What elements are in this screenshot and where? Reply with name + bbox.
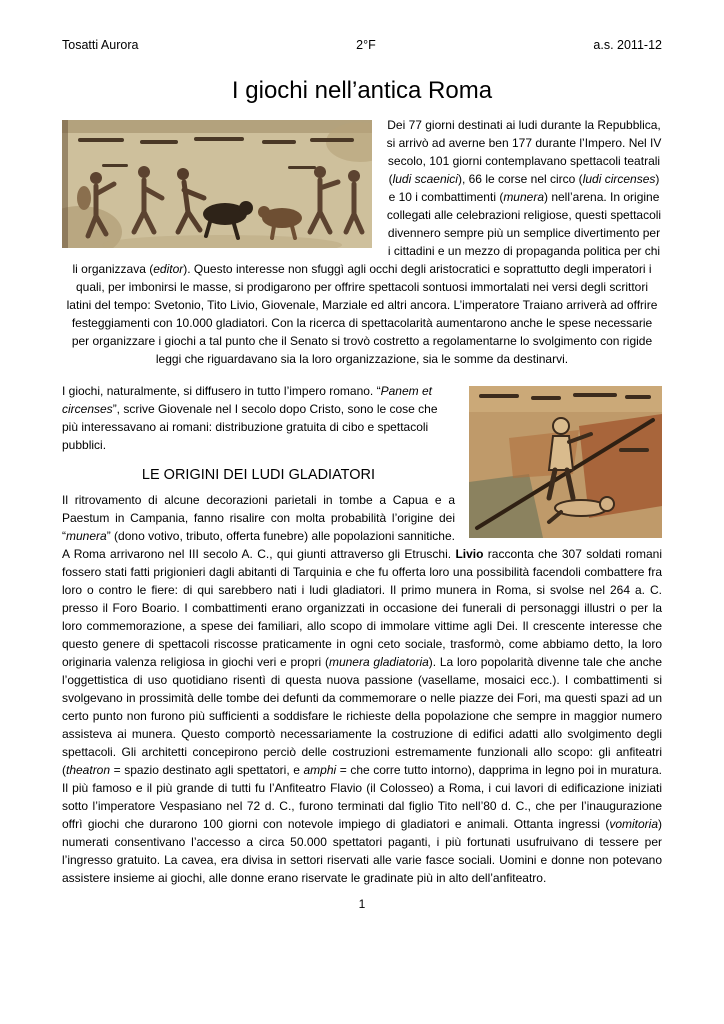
header-class: 2°F xyxy=(356,38,376,52)
origins-paragraph: Il ritrovamento di alcune decorazioni parietali in tombe a Capua e a Paestum in Campania, fanno risalire con molta probabilità l’origine dei “munera” (dono votivo, tributo, offerta funebre) alle popolazioni sannitiche. A Roma arrivarono nel III secolo A. C., qui giunti attraverso gli Etruschi. Livio racconta che 307 soldati romani fossero stati fatti prigionieri dagli abitanti di Tarquinia e che fu offerta loro una possibilità facendoli combattere fra loro o contro le fiere: di qui sarebbero nati i ludi gladiatori. Il primo munera in Roma, si svolse nel 264 a. C. presso il Foro Boario. I combattimenti erano organizzati in occasione dei funerali di personaggi illustri o per la loro commemorazione, a spese dei familiari, allo scopo di immolare vittime agli Dei. Il crescente interesse che questo genere di spettacoli riscosse praticamente in ogni ceto sociale, trasformò, come abbiamo detto, la loro originaria valenza religiosa in giochi veri e propri (munera gladiatoria). La loro popolarità divenne tale che anche l’oggettistica di uso quotidiano risentì di questa nuova passione (vasellame, mosaici ecc.). I combattimenti si svolgevano in prossimità delle tombe dei defunti da commemorare o nelle piazze dei Fori, ma questi spazi ad un certo punto non furono più sufficienti a soddisfare le richieste della popolazione che sempre in maggior numero assisteva ai munera. Questo comportò necessariamente la costruzione di edifici adatti allo svolgimento degli spettacoli. Gli architetti concepirono perciò delle costruzioni estremamente funzionali allo scopo: gli anfiteatri (theatron = spazio destinato agli spettatori, e amphi = che corre tutto intorno), dapprima in legno poi in muratura. Il più famoso e il più grande di tutti fu l’Anfiteatro Flavio (il Colosseo) a Roma, i cui lavori di edificazione iniziati sotto l’imperatore Vespasiano nel 72 d. C., furono terminati dal figlio Tito nell’80 d. C., che per l’inaugurazione offrì giochi che durarono 100 giorni con notevole impiego di gladiatori e animali. Ottanta ingressi (vomitoria) numerati consentivano l’accesso a circa 50.000 spettatori paganti, i più fortunati usufruivano di tessere per l’ingresso gratuito. La cavea, era divisa in settori riservati alle varie fasce sociali. Uomini e donne non potevano assistere insieme ai giochi, alle donne erano riservate le gradinate più in alto dell’anfiteatro. xyxy=(62,493,662,885)
header-author: Tosatti Aurora xyxy=(62,38,139,52)
arena-mosaic-image xyxy=(62,120,372,248)
intro-section xyxy=(62,116,662,368)
origins-section xyxy=(62,382,662,887)
intro-paragraph: Dei 77 giorni destinati ai ludi durante la Repubblica, si arrivò ad averne ben 177 durante l’Impero. Nel IV secolo, 101 giorni contemplavano spettacoli teatrali (ludi scaenici), 66 le corse nel circo (ludi circenses) e 10 i combattimenti (munera) nell’arena. In origine collegati alle celebrazioni religiose, questi spettacoli divennero sempre più un semplice divertimento per i cittadini e un mezzo di propaganda politica per chi li organizzava (editor). Questo interesse non sfuggì agli occhi degli aristocratici e soprattutto degli imperatori i quali, per imbonirsi le masse, si prodigarono per offrire spettacoli sontuosi immortalati nei versi degli scrittori latini del tempo: Svetonio, Tito Livio, Giovenale, Marziale ed altri ancora. L’imperatore Traiano arriverà ad offrire festeggiamenti con 10.000 gladiatori. Con la ricerca di spettacolarità aumentarono anche le spese necessarie per organizzare i giochi a tal punto che il Senato si trovò costretto a regolamentarne lo svolgimento con rigide leggi che riguardavano sia la loro organizzazione, sia le somme da destinarvi. xyxy=(66,118,662,366)
panem-paragraph: I giochi, naturalmente, si diffusero in tutto l’impero romano. “Panem et circenses”, scrive Giovenale nel I secolo dopo Cristo, sono le cose che più interessavano ai romani: distribuzione gratuita di cibo e spettacoli pubblici. xyxy=(62,384,438,452)
document-title: I giochi nell’antica Roma xyxy=(231,77,493,104)
document-header xyxy=(62,36,662,54)
section-heading: LE ORIGINI DEI LUDI GLADIATORI xyxy=(141,467,376,483)
header-school-year: a.s. 2011-12 xyxy=(593,38,662,52)
page-number: 1 xyxy=(358,897,366,911)
combat-mosaic-image xyxy=(469,386,662,538)
